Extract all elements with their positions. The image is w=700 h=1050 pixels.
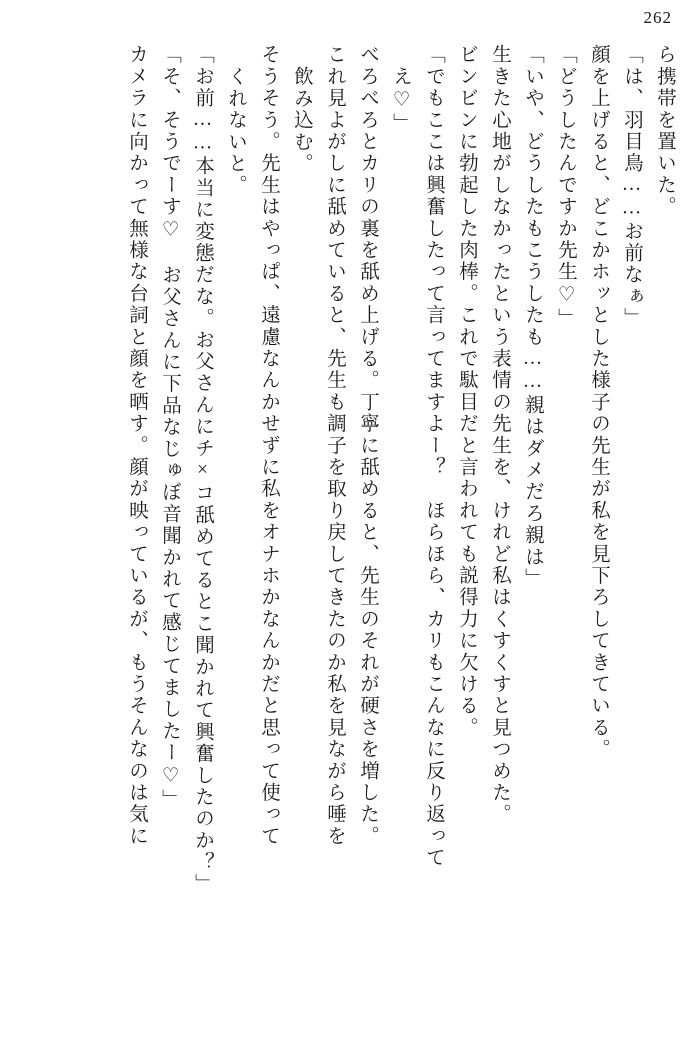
text-column: 「お前……本当に変態だな。お父さんにチ×コ舐めてるとこ聞かれて興奮したのか？」 [192,44,213,895]
text-column: え♡」 [390,66,411,135]
text-column: くれないと。 [225,66,246,197]
text-column: 飲み込む。 [291,66,312,175]
text-column: べろべろとカリの裏を舐め上げる。丁寧に舐めると、先生のそれが硬さを増した。 [357,44,378,847]
text-column: 「そ、そうでーす♡ お父さんに下品なじゅぼ音聞かれて感じてましたー♡」 [159,44,180,811]
text-column: 「いや、どうしたもこうしたも……親はダメだろ親は」 [522,44,543,590]
text-column: そうそう。先生はやっぱ、遠慮なんかせずに私をオナホかなんかだと思って使って [258,44,279,847]
text-column: ら携帯を置いた。 [654,44,675,218]
text-column: ビンビンに勃起した肉棒。これで駄目だと言われても説得力に欠ける。 [456,44,477,739]
text-column: これ見よがしに舐めていると、先生も調子を取り戻してきたのか私を見ながら唾を [324,44,345,847]
text-column: 顔を上げると、どこかホッとした様子の先生が私を見下ろしてきている。 [588,44,609,761]
vertical-text-body [26,44,674,1032]
text-column: 生きた心地がしなかったという表情の先生を、けれど私はくすくすと見つめた。 [489,44,510,826]
text-column: カメラに向かって無様な台詞と顔を晒す。顔が映っているが、もうそんなのは気に [126,44,147,847]
page-number: 262 [643,8,672,27]
text-column: 「でもここは興奮したって言ってますよー？ ほらほら、カリもこんなに反り返って [423,44,444,869]
text-column: 「は、羽目鳥……お前なぁ」 [621,44,642,330]
text-column: 「どうしたんですか先生♡」 [555,44,576,330]
